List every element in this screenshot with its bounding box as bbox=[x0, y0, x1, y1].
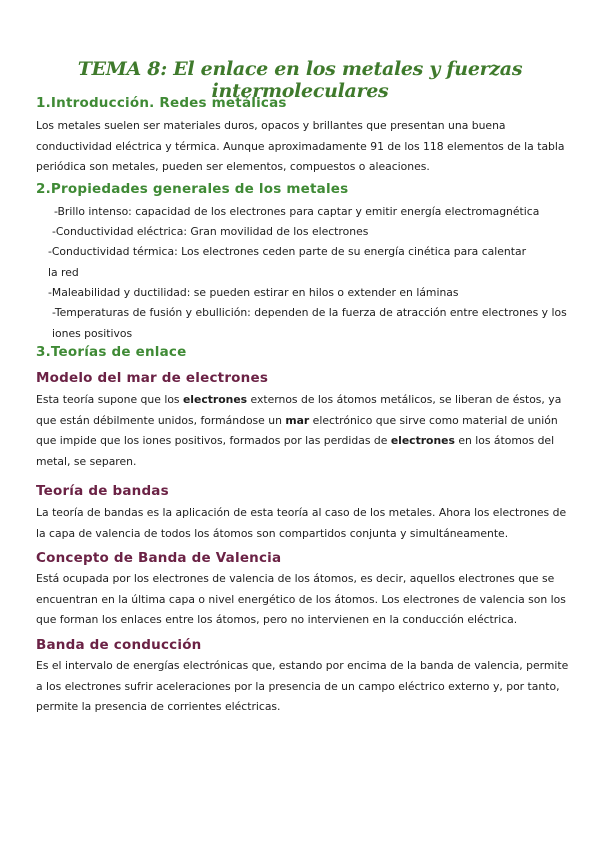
subsection-text-electron-sea: Esta teoría supone que los electrones externos de los átomos metálicos, se liberan de éstos, ya que están débilmente unidos, formándose un mar electrónico que sirve como material de unión que impide que los iones positivos, formados por las perdidas de electrones en los átomos del metal, se separen. bbox=[36, 393, 562, 468]
subsection-heading-band-theory: Teoría de bandas bbox=[36, 483, 169, 499]
section-heading-properties: 2.Propiedades generales de los metales bbox=[36, 181, 349, 197]
list-item-conductividad-electrica: -Conductividad eléctrica: Gran movilidad de los electrones bbox=[52, 225, 369, 238]
section-text-introduction: Los metales suelen ser materiales duros, opacos y brillantes que presentan una buena conductividad eléctrica y térmica. Aunque aproximadamente 91 de los 118 elementos de la tabla periódica son metales, pueden ser elementos, compuestos o aleaciones. bbox=[36, 119, 565, 173]
list-item-conductividad-termica: -Conductividad térmica: Los electrones ceden parte de su energía cinética para calentar la red bbox=[48, 245, 527, 279]
list-item-brillo: -Brillo intenso: capacidad de los electrones para captar y emitir energía electromagnética bbox=[54, 205, 540, 218]
subsection-text-valence-band: Está ocupada por los electrones de valencia de los átomos, es decir, aquellos electrones que se encuentran en la última capa o nivel energético de los átomos. Los electrones de valencia son los que forman los enlaces entre los átomos, pero no intervienen en la conducción eléctrica. bbox=[36, 572, 566, 626]
subsection-heading-conduction-band: Banda de conducción bbox=[36, 637, 202, 653]
subsection-text-conduction-band: Es el intervalo de energías electrónicas que, estando por encima de la banda de valencia, permite a los electrones sufrir aceleraciones por la presencia de un campo eléctrico externo y, por tanto, permite la presencia de corrientes eléctricas. bbox=[36, 659, 569, 713]
subsection-heading-electron-sea: Modelo del mar de electrones bbox=[36, 370, 269, 386]
list-item-temperaturas: -Temperaturas de fusión y ebullición: dependen de la fuerza de atracción entre electrones y los iones positivos bbox=[52, 306, 567, 340]
section-heading-theories: 3.Teorías de enlace bbox=[36, 344, 187, 360]
section-heading-introduction: 1.Introducción. Redes metálicas bbox=[36, 95, 287, 111]
subsection-text-band-theory: La teoría de bandas es la aplicación de esta teoría al caso de los metales. Ahora los electrones de la capa de valencia de todos los átomos son compartidos conjunta y simultáneamente. bbox=[36, 506, 567, 540]
list-item-maleabilidad: -Maleabilidad y ductilidad: se pueden estirar en hilos o extender en láminas bbox=[48, 286, 459, 299]
page-title: TEMA 8: El enlace en los metales y fuerzas intermoleculares bbox=[77, 58, 523, 102]
subsection-heading-valence-band: Concepto de Banda de Valencia bbox=[36, 550, 282, 566]
